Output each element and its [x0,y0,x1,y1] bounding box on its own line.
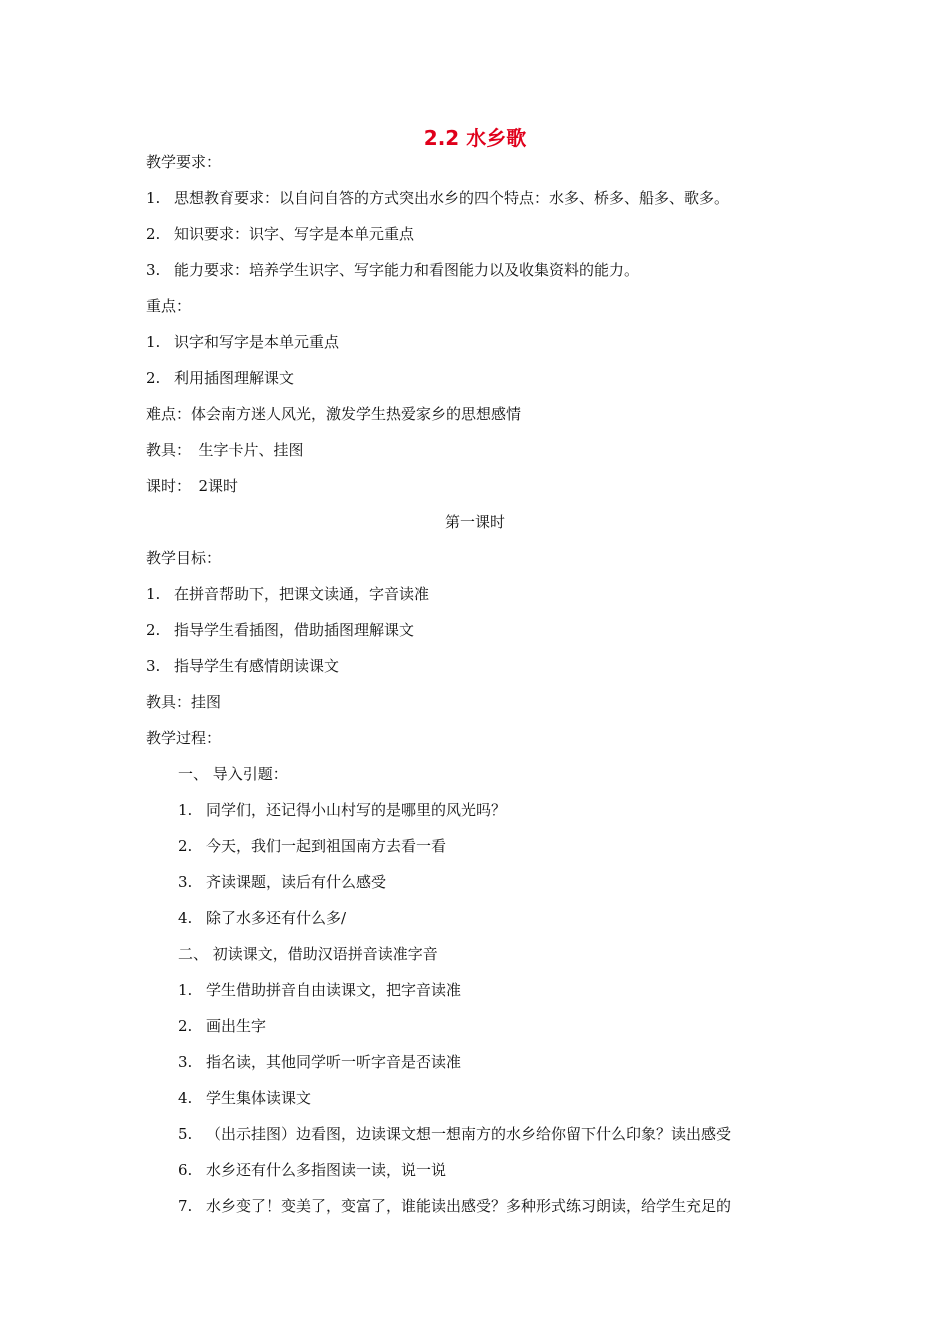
goal-item [146,656,339,676]
section-heading: 二、 初读课文，借助汉语拼音读准字音 [178,945,438,963]
item-text: 思想教育要求：以自问自答的方式突出水乡的四个特点：水多、桥多、船多、歌多。 [174,189,730,207]
item-text: 在拼音帮助下，把课文读通，字音读准 [174,585,430,603]
goal-item [146,584,429,604]
item-number: 1. [146,585,161,603]
item-text: （出示挂图）边看图，边读课文想一想南方的水乡给你留下什么印象？读出感受 [206,1125,732,1143]
item-number: 2. [146,621,161,639]
item-number: 2. [178,837,193,855]
tools2-line: 教具：挂图 [146,693,222,711]
goal-item [146,620,414,640]
tools-line: 教具： 生字卡片、挂图 [146,441,304,459]
item-number: 7. [178,1197,193,1215]
item-text: 水乡还有什么多指图读一读，说一说 [206,1161,447,1179]
hours-line: 课时： 2课时 [146,477,239,495]
process-heading: 教学过程： [146,729,222,747]
item-number: 3. [178,873,193,891]
process-item [178,1124,731,1144]
item-text: 指名读，其他同学听一听字音是否读准 [206,1053,462,1071]
requirements-heading: 教学要求： [146,153,222,171]
process-item [178,1016,266,1036]
process-item [178,1052,461,1072]
item-text: 同学们，还记得小山村写的是哪里的风光吗？ [206,801,507,819]
item-number: 1. [146,333,161,351]
process-item [178,800,506,820]
item-number: 1. [178,981,193,999]
item-text: 水乡变了！变美了，变富了，谁能读出感受？多种形式练习朗读，给学生充足的 [206,1197,732,1215]
item-text: 能力要求：培养学生识字、写字能力和看图能力以及收集资料的能力。 [174,261,640,279]
item-text: 学生借助拼音自由读课文，把字音读准 [206,981,462,999]
process-item [178,1196,731,1216]
item-number: 3. [146,657,161,675]
item-number: 1. [178,801,193,819]
item-number: 4. [178,1089,193,1107]
keypoint-item [146,332,339,352]
item-number: 5. [178,1125,193,1143]
item-number: 3. [178,1053,193,1071]
item-number: 6. [178,1161,193,1179]
item-text: 齐读课题，读后有什么感受 [206,873,387,891]
item-text: 画出生字 [206,1017,267,1035]
item-text: 识字和写字是本单元重点 [174,333,340,351]
item-text: 指导学生有感情朗读课文 [174,657,340,675]
item-text: 学生集体读课文 [206,1089,312,1107]
goals-heading: 教学目标： [146,549,222,567]
item-number: 3. [146,261,161,279]
item-number: 2. [178,1017,193,1035]
keypoints-heading: 重点： [146,297,192,315]
process-item [178,980,461,1000]
process-item [178,1160,446,1180]
item-text: 知识要求：识字、写字是本单元重点 [174,225,415,243]
document-title: 2.2 水乡歌 [423,126,527,150]
item-text: 指导学生看插图，借助插图理解课文 [174,621,415,639]
item-number: 2. [146,225,161,243]
lesson-heading: 第一课时 [444,513,505,531]
difficulty-line: 难点：体会南方迷人风光，激发学生热爱家乡的思想感情 [146,405,522,423]
item-text: 今天，我们一起到祖国南方去看一看 [206,837,447,855]
requirement-item [146,188,729,208]
process-item [178,1088,311,1108]
process-item [178,908,346,928]
item-number: 1. [146,189,161,207]
item-text: 利用插图理解课文 [174,369,295,387]
section-heading: 一、 导入引题： [178,765,288,783]
item-text: 除了水多还有什么多/ [206,909,347,927]
process-item [178,872,386,892]
requirement-item [146,260,639,280]
process-item [178,836,446,856]
requirement-item [146,224,414,244]
item-number: 4. [178,909,193,927]
keypoint-item [146,368,294,388]
item-number: 2. [146,369,161,387]
